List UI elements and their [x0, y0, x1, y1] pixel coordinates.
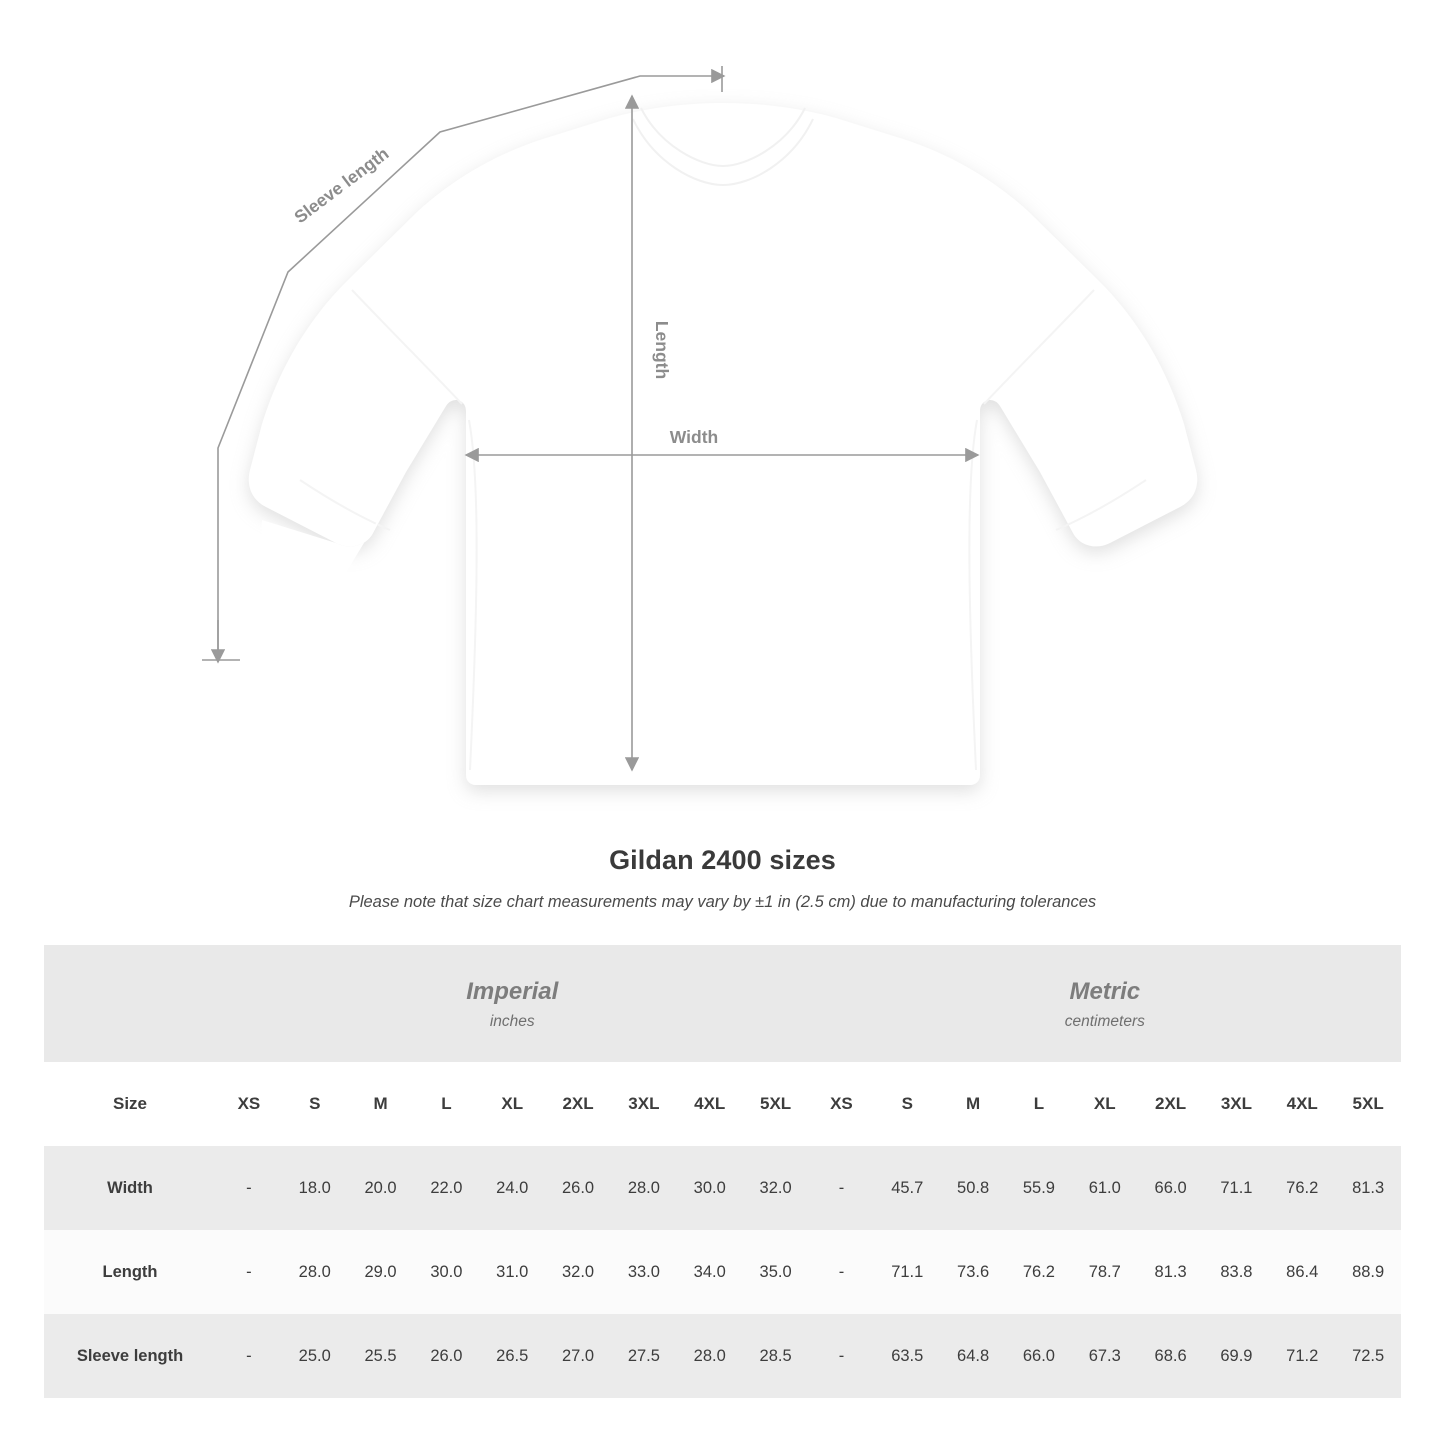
- row-label-length: Length: [44, 1230, 216, 1314]
- cell-width-3xl-imperial: 28.0: [611, 1146, 677, 1230]
- row-label-sleeve-length: Sleeve length: [44, 1314, 216, 1398]
- cell-length-m-metric: 73.6: [940, 1230, 1006, 1314]
- col-header-m-metric: M: [940, 1062, 1006, 1146]
- cell-length-3xl-imperial: 33.0: [611, 1230, 677, 1314]
- cell-width-m-imperial: 20.0: [348, 1146, 414, 1230]
- table-row: [44, 1314, 1401, 1398]
- size-header-row: [44, 1062, 1401, 1146]
- cell-width-4xl-imperial: 30.0: [677, 1146, 743, 1230]
- col-header-xs-imperial: XS: [216, 1062, 282, 1146]
- cell-sleeve-xl-imperial: 26.5: [479, 1314, 545, 1398]
- cell-sleeve-5xl-imperial: 28.5: [743, 1314, 809, 1398]
- cell-length-s-imperial: 28.0: [282, 1230, 348, 1314]
- col-header-5xl-imperial: 5XL: [743, 1062, 809, 1146]
- cell-sleeve-m-metric: 64.8: [940, 1314, 1006, 1398]
- cell-sleeve-xl-metric: 67.3: [1072, 1314, 1138, 1398]
- row-label-width: Width: [44, 1146, 216, 1230]
- sleeve-length-label: Sleeve length: [290, 143, 393, 228]
- cell-length-2xl-imperial: 32.0: [545, 1230, 611, 1314]
- size-header-label: Size: [44, 1062, 216, 1146]
- cell-width-s-imperial: 18.0: [282, 1146, 348, 1230]
- cell-sleeve-2xl-imperial: 27.0: [545, 1314, 611, 1398]
- size-table: [44, 945, 1401, 1398]
- cell-length-3xl-metric: 83.8: [1204, 1230, 1270, 1314]
- cell-sleeve-l-imperial: 26.0: [413, 1314, 479, 1398]
- col-header-3xl-imperial: 3XL: [611, 1062, 677, 1146]
- tolerance-note: Please note that size chart measurements may vary by ±1 in (2.5 cm) due to manufacturing tolerances: [348, 893, 1097, 911]
- table-row: [44, 1230, 1401, 1314]
- shirt-shape: [249, 103, 1197, 785]
- col-header-s-imperial: S: [282, 1062, 348, 1146]
- cell-length-5xl-metric: 88.9: [1335, 1230, 1401, 1314]
- cell-sleeve-xs-metric: -: [809, 1314, 875, 1398]
- cell-sleeve-4xl-imperial: 28.0: [677, 1314, 743, 1398]
- cell-width-2xl-imperial: 26.0: [545, 1146, 611, 1230]
- cell-width-xl-imperial: 24.0: [479, 1146, 545, 1230]
- cell-sleeve-s-imperial: 25.0: [282, 1314, 348, 1398]
- cell-sleeve-3xl-metric: 69.9: [1204, 1314, 1270, 1398]
- unit-sub-metric: centimeters: [1064, 1012, 1145, 1030]
- col-header-xl-imperial: XL: [479, 1062, 545, 1146]
- cell-length-s-metric: 71.1: [874, 1230, 940, 1314]
- col-header-l-metric: L: [1006, 1062, 1072, 1146]
- col-header-xl-metric: XL: [1072, 1062, 1138, 1146]
- cell-length-xs-imperial: -: [216, 1230, 282, 1314]
- size-table-container: [44, 945, 1401, 1398]
- unit-name-imperial: Imperial: [466, 977, 559, 1005]
- col-header-xs-metric: XS: [809, 1062, 875, 1146]
- cell-length-xs-metric: -: [809, 1230, 875, 1314]
- cell-width-m-metric: 50.8: [940, 1146, 1006, 1230]
- title-block: [0, 845, 1445, 912]
- cell-length-l-imperial: 30.0: [413, 1230, 479, 1314]
- cell-width-4xl-metric: 76.2: [1269, 1146, 1335, 1230]
- cell-sleeve-4xl-metric: 71.2: [1269, 1314, 1335, 1398]
- unit-header-metric: [809, 945, 1402, 1062]
- col-header-2xl-metric: 2XL: [1138, 1062, 1204, 1146]
- cell-sleeve-m-imperial: 25.5: [348, 1314, 414, 1398]
- col-header-s-metric: S: [874, 1062, 940, 1146]
- cell-sleeve-3xl-imperial: 27.5: [611, 1314, 677, 1398]
- cell-sleeve-l-metric: 66.0: [1006, 1314, 1072, 1398]
- table-row: [44, 1146, 1401, 1230]
- cell-width-5xl-metric: 81.3: [1335, 1146, 1401, 1230]
- cell-width-xs-metric: -: [809, 1146, 875, 1230]
- unit-name-metric: Metric: [1069, 977, 1141, 1005]
- col-header-l-imperial: L: [413, 1062, 479, 1146]
- cell-length-m-imperial: 29.0: [348, 1230, 414, 1314]
- cell-width-2xl-metric: 66.0: [1138, 1146, 1204, 1230]
- cell-length-l-metric: 76.2: [1006, 1230, 1072, 1314]
- col-header-3xl-metric: 3XL: [1204, 1062, 1270, 1146]
- cell-width-3xl-metric: 71.1: [1204, 1146, 1270, 1230]
- length-label: Length: [652, 320, 672, 380]
- cell-length-5xl-imperial: 35.0: [743, 1230, 809, 1314]
- unit-header-spacer: [44, 945, 216, 1062]
- cell-sleeve-s-metric: 63.5: [874, 1314, 940, 1398]
- unit-header-row: [44, 945, 1401, 1062]
- unit-header-imperial: [216, 945, 809, 1062]
- cell-width-l-metric: 55.9: [1006, 1146, 1072, 1230]
- cell-sleeve-5xl-metric: 72.5: [1335, 1314, 1401, 1398]
- width-label: Width: [669, 427, 719, 447]
- cell-width-l-imperial: 22.0: [413, 1146, 479, 1230]
- cell-sleeve-xs-imperial: -: [216, 1314, 282, 1398]
- col-header-2xl-imperial: 2XL: [545, 1062, 611, 1146]
- unit-sub-imperial: inches: [489, 1012, 535, 1030]
- cell-length-4xl-imperial: 34.0: [677, 1230, 743, 1314]
- cell-width-xs-imperial: -: [216, 1146, 282, 1230]
- cell-width-s-metric: 45.7: [874, 1146, 940, 1230]
- cell-width-xl-metric: 61.0: [1072, 1146, 1138, 1230]
- cell-length-xl-imperial: 31.0: [479, 1230, 545, 1314]
- cell-sleeve-2xl-metric: 68.6: [1138, 1314, 1204, 1398]
- cell-length-4xl-metric: 86.4: [1269, 1230, 1335, 1314]
- cell-length-xl-metric: 78.7: [1072, 1230, 1138, 1314]
- col-header-5xl-metric: 5XL: [1335, 1062, 1401, 1146]
- col-header-m-imperial: M: [348, 1062, 414, 1146]
- col-header-4xl-metric: 4XL: [1269, 1062, 1335, 1146]
- cell-length-2xl-metric: 81.3: [1138, 1230, 1204, 1314]
- page-title: Gildan 2400 sizes: [609, 845, 836, 875]
- cell-width-5xl-imperial: 32.0: [743, 1146, 809, 1230]
- col-header-4xl-imperial: 4XL: [677, 1062, 743, 1146]
